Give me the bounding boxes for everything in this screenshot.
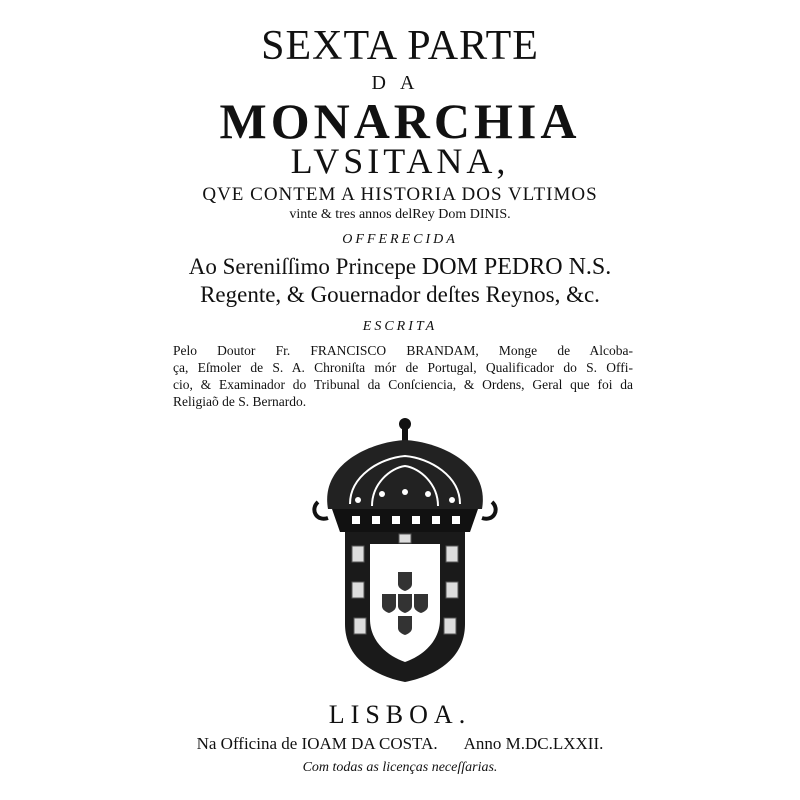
imprint-printer: Na Officina de IOAM DA COSTA. — [196, 734, 438, 753]
imprint-city: LISBOA. — [328, 700, 472, 729]
title-line-4: LVSITANA, — [290, 141, 510, 181]
dedication-name: DOM PEDRO N.S. — [421, 254, 612, 280]
title-line-2: DA — [371, 72, 429, 94]
dedication-line-1 — [0, 254, 800, 281]
offered-label: OFFERECIDA — [342, 232, 458, 247]
royal-coat-of-arms-icon — [310, 414, 500, 684]
author-line: ça, Eſmoler de S. A. Chroniſta mór de Portugal, Qualificador do S. Offi- — [173, 360, 633, 375]
license-line: Com todas as licenças neceſſarias. — [302, 760, 498, 775]
author-line: Pelo Doutor Fr. FRANCISCO BRANDAM, Monge de Alcoba- — [173, 343, 633, 358]
dedication-line-2: Regente, & Gouernador deſtes Reynos, &c. — [200, 282, 600, 307]
author-paragraph — [173, 342, 633, 410]
subtitle-line-2: vinte & tres annos delRey Dom DINIS. — [289, 207, 511, 222]
title-line-1: SEXTA PARTE — [261, 23, 539, 69]
imprint-year: Anno M.DC.LXXII. — [463, 734, 604, 753]
author-line: Religiaõ de S. Bernardo. — [173, 394, 307, 409]
author-line: cio, & Examinador do Tribunal da Conſciencia, & Ordens, Geral que foi da — [173, 377, 633, 392]
crown-icon — [314, 418, 495, 532]
title-line-3: MONARCHIA — [219, 93, 581, 149]
written-label: ESCRITA — [362, 319, 438, 334]
shield-icon — [345, 532, 465, 682]
imprint-line — [0, 734, 800, 754]
dedication-prefix: Ao Sereniſſimo Princepe — [188, 254, 417, 279]
subtitle-line-1: QVE CONTEM A HISTORIA DOS VLTIMOS — [202, 184, 598, 205]
